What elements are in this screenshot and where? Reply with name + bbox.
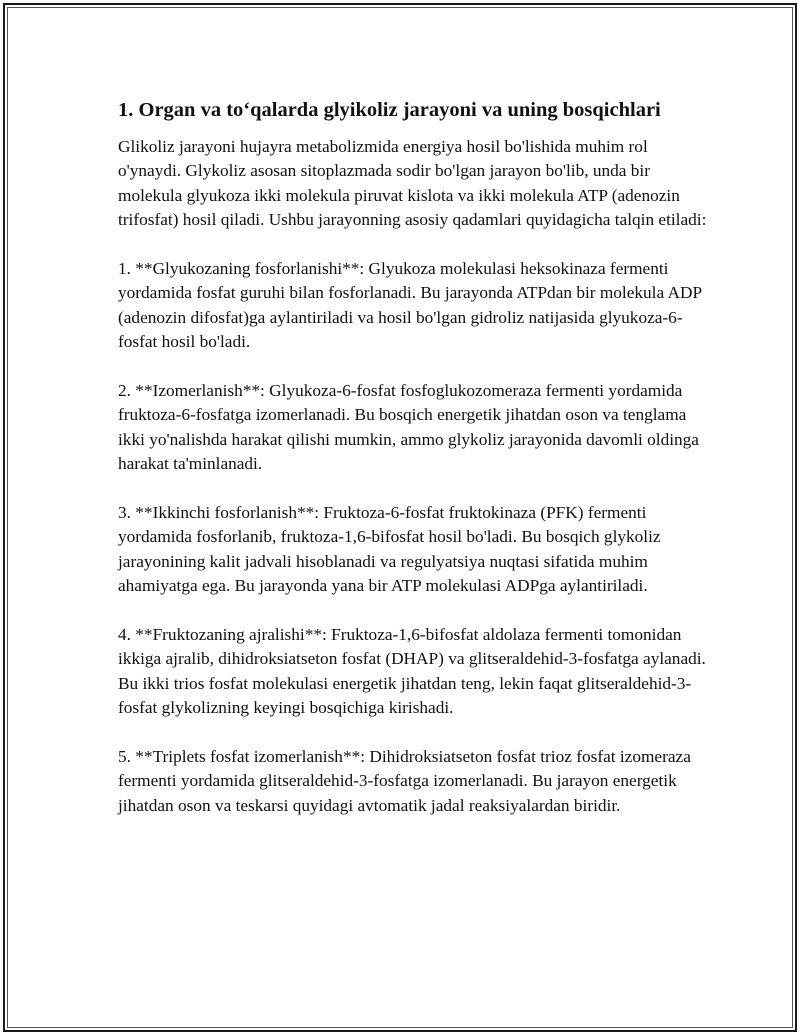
step-1-paragraph: 1. **Glyukozaning fosforlanishi**: Glyukoza molekulasi heksokinaza fermenti yordamida fosfat guruhi bilan fosforlanadi. Bu jarayonda ATPdan bir molekula ADP (adenozin difosfat)ga aylantiriladi va hosil bo'lgan gidroliz natijasida glyukoza-6-fosfat hosil bo'ladi. xyxy=(118,259,702,352)
document-heading: 1. Organ va to‘qalarda glyikoliz jarayoni va uning bosqichlari xyxy=(118,99,661,121)
document-body xyxy=(118,95,708,843)
step-5-paragraph: 5. **Triplets fosfat izomerlanish**: Dihidroksiatseton fosfat trioz fosfat izomeraza fermenti yordamida glitseraldehid-3-fosfatga izomerlanadi. Bu jarayon energetik jihatdan oson va teskarsi quyidagi avtomatik jadal reaksiyalardan biridir. xyxy=(118,747,691,815)
page-frame xyxy=(3,3,797,1032)
step-3-paragraph: 3. **Ikkinchi fosforlanish**: Fruktoza-6-fosfat fruktokinaza (PFK) fermenti yordamida fosforlanib, fruktoza-1,6-bifosfat hosil bo'ladi. Bu bosqich glykoliz jarayonining kalit jadvali hisoblanadi va regulyatsiya nuqtasi sifatida muhim ahamiyatga ega. Bu jarayonda yana bir ATP molekulasi ADPga aylantiriladi. xyxy=(118,503,661,596)
step-2-paragraph: 2. **Izomerlanish**: Glyukoza-6-fosfat fosfoglukozomeraza fermenti yordamida fruktoza-6-fosfatga izomerlanadi. Bu bosqich energetik jihatdan oson va tenglama ikki yo'nalishda harakat qilishi mumkin, ammo glykoliz jarayonida davomli oldinga harakat ta'minlanadi. xyxy=(118,381,699,474)
step-4-paragraph: 4. **Fruktozaning ajralishi**: Fruktoza-1,6-bifosfat aldolaza fermenti tomonidan ikkiga ajralib, dihidroksiatseton fosfat (DHAP) va glitseraldehid-3-fosfatga aylanadi. Bu ikki trios fosfat molekulasi energetik jihatdan teng, lekin faqat glitseraldehid-3-fosfat glykolizning keyingi bosqichiga kirishadi. xyxy=(118,625,706,718)
intro-paragraph: Glikoliz jarayoni hujayra metabolizmida energiya hosil bo'lishida muhim rol o'ynaydi. Glykoliz asosan sitoplazmada sodir bo'lgan jarayon bo'lib, unda bir molekula glyukoza ikki molekula piruvat kislota va ikki molekula ATP (adenozin trifosfat) hosil qiladi. Ushbu jarayonning asosiy qadamlari quyidagicha talqin etiladi: xyxy=(118,137,707,230)
